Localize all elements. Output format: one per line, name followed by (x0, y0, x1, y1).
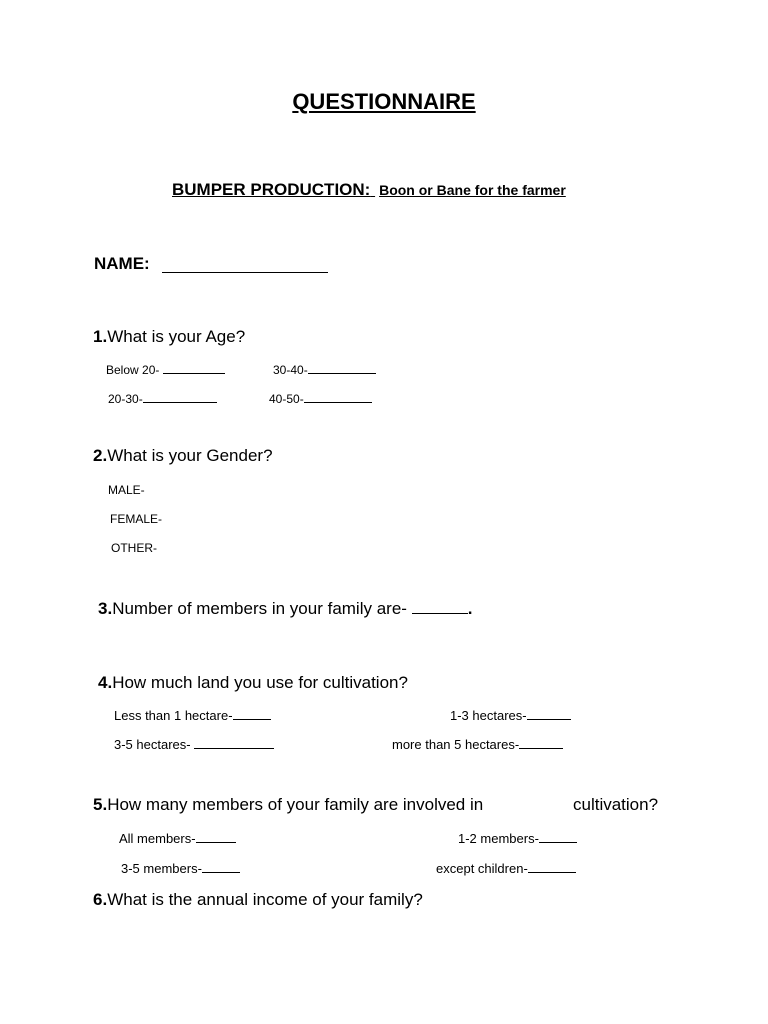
land-option-3-5[interactable] (114, 737, 274, 752)
answer-blank[interactable] (527, 708, 571, 720)
question-6-text: What is the annual income of your family? (107, 890, 423, 909)
involved-option-all[interactable] (119, 831, 236, 846)
family-members-blank[interactable] (412, 599, 468, 614)
subtitle-sub: Boon or Bane for the farmer (379, 182, 566, 198)
involved-option-except-children[interactable] (436, 861, 576, 876)
age-option-30-40[interactable] (273, 362, 376, 377)
question-1-text: What is your Age? (107, 327, 246, 346)
question-5-number: 5. (93, 795, 108, 814)
gender-option-female[interactable]: FEMALE- (110, 512, 163, 526)
question-5 (93, 795, 483, 815)
answer-blank[interactable] (519, 737, 563, 749)
option-label: All members- (119, 831, 196, 846)
option-label: Below 20- (106, 363, 160, 377)
age-option-20-30[interactable] (108, 391, 217, 406)
option-label: 3-5 members- (121, 861, 202, 876)
question-3-suffix: . (467, 599, 473, 618)
age-option-below-20[interactable] (106, 362, 225, 377)
answer-blank[interactable] (233, 708, 271, 720)
land-option-less-than-1[interactable] (114, 708, 271, 723)
name-label: NAME: (94, 254, 150, 273)
option-label: 3-5 hectares- (114, 737, 191, 752)
question-2 (93, 446, 273, 466)
question-2-text: What is your Gender? (107, 446, 273, 465)
question-5-text-end: cultivation? (573, 795, 659, 814)
page-title: QUESTIONNAIRE (292, 89, 476, 114)
answer-blank[interactable] (202, 861, 240, 873)
question-3-number: 3. (98, 599, 113, 618)
option-label: Less than 1 hectare- (114, 708, 233, 723)
name-field[interactable] (162, 272, 328, 273)
subtitle (172, 180, 566, 200)
answer-blank[interactable] (308, 362, 376, 374)
gender-option-male[interactable]: MALE- (108, 483, 145, 497)
answer-blank[interactable] (163, 362, 225, 374)
question-5-text: How many members of your family are involved in (107, 795, 484, 814)
question-1-number: 1. (93, 327, 108, 346)
answer-blank[interactable] (194, 737, 274, 749)
question-4 (98, 673, 408, 693)
answer-blank[interactable] (528, 861, 576, 873)
option-label: 1-3 hectares- (450, 708, 527, 723)
gender-option-other[interactable]: OTHER- (111, 541, 157, 555)
subtitle-main: BUMPER PRODUCTION: (172, 180, 371, 199)
involved-option-3-5[interactable] (121, 861, 240, 876)
answer-blank[interactable] (143, 391, 217, 403)
question-2-number: 2. (93, 446, 108, 465)
question-6-number: 6. (93, 890, 108, 909)
answer-blank[interactable] (539, 831, 577, 843)
question-1 (93, 327, 245, 347)
land-option-more-than-5[interactable] (392, 737, 563, 752)
question-6 (93, 890, 423, 910)
question-4-number: 4. (98, 673, 113, 692)
option-label: 40-50- (269, 392, 304, 406)
answer-blank[interactable] (304, 391, 372, 403)
option-label: more than 5 hectares- (392, 737, 520, 752)
question-3-text: Number of members in your family are- (112, 599, 407, 618)
answer-blank[interactable] (196, 831, 236, 843)
age-option-40-50[interactable] (269, 391, 372, 406)
option-label: 1-2 members- (458, 831, 539, 846)
involved-option-1-2[interactable] (458, 831, 577, 846)
option-label: 30-40- (273, 363, 308, 377)
option-label: except children- (436, 861, 528, 876)
option-label: 20-30- (108, 392, 143, 406)
land-option-1-3[interactable] (450, 708, 571, 723)
question-4-text: How much land you use for cultivation? (112, 673, 408, 692)
question-3 (98, 599, 472, 619)
